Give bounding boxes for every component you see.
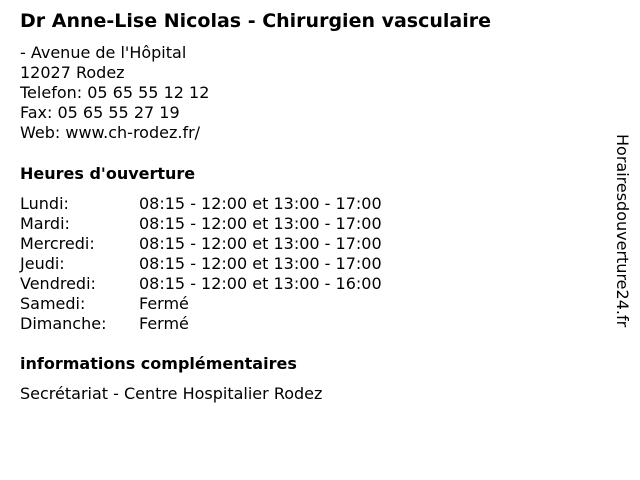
day-hours: 08:15 - 12:00 et 13:00 - 17:00 <box>139 194 382 213</box>
site-watermark: Horairesdouverture24.fr <box>613 134 632 328</box>
address-phone: Telefon: 05 65 55 12 12 <box>20 83 210 102</box>
address-web: Web: www.ch-rodez.fr/ <box>20 123 201 142</box>
day-label: Mardi: <box>20 214 70 233</box>
day-hours: Fermé <box>139 294 189 313</box>
day-label: Mercredi: <box>20 234 95 253</box>
day-label: Samedi: <box>20 294 86 313</box>
address-fax: Fax: 05 65 55 27 19 <box>20 103 180 122</box>
day-hours: 08:15 - 12:00 et 13:00 - 17:00 <box>139 214 382 233</box>
day-hours: 08:15 - 12:00 et 13:00 - 17:00 <box>139 254 382 273</box>
day-label: Lundi: <box>20 194 69 213</box>
day-hours: Fermé <box>139 314 189 333</box>
day-label: Jeudi: <box>20 254 65 273</box>
day-label: Vendredi: <box>20 274 96 293</box>
day-label: Dimanche: <box>20 314 107 333</box>
address-block <box>20 43 209 143</box>
day-hours: 08:15 - 12:00 et 13:00 - 17:00 <box>139 234 382 253</box>
page-title: Dr Anne-Lise Nicolas - Chirurgien vasculaire <box>20 10 492 32</box>
day-hours: 08:15 - 12:00 et 13:00 - 16:00 <box>139 274 382 293</box>
info-text: Secrétariat - Centre Hospitalier Rodez <box>20 384 323 403</box>
address-street: - Avenue de l'Hôpital <box>20 43 187 62</box>
info-heading: informations complémentaires <box>20 354 297 373</box>
hours-heading: Heures d'ouverture <box>20 164 196 183</box>
address-city: 12027 Rodez <box>20 63 125 82</box>
